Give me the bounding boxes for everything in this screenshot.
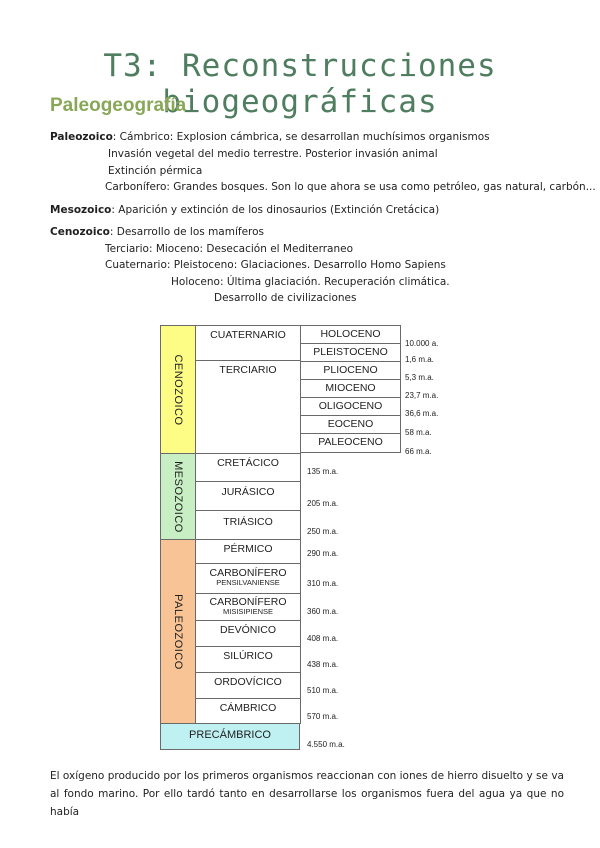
page-title: T3: Reconstrucciones biogeográficas: [103, 48, 497, 120]
period-cell: [195, 672, 301, 699]
age-label: 310 m.a.: [307, 579, 339, 588]
age-label: 36,6 m.a.: [405, 409, 439, 418]
text-line: [105, 242, 353, 256]
line-text: Carbonífero: Grandes bosques. Son lo que ahora se usa como petróleo, gas natural, carbón...: [105, 181, 596, 193]
age-label: 4.550 m.a.: [307, 740, 345, 749]
era-label: MESOZOICO: [172, 460, 184, 533]
text-line: [50, 130, 490, 144]
epoch-label: HOLOCENO: [320, 328, 381, 340]
period-cell: [195, 593, 301, 621]
epoch-cell: [300, 433, 401, 453]
period-label: CUATERNARIO: [210, 329, 286, 341]
period-label: SILÚRICO: [223, 650, 273, 662]
epoch-cell: [300, 325, 401, 344]
text-line: [105, 180, 596, 194]
period-label: CÁMBRICO: [219, 702, 277, 714]
line-text: Cuaternario: Pleistoceno: Glaciaciones. Desarrollo Homo Sapiens: [105, 259, 446, 271]
age-label: 5,3 m.a.: [405, 373, 434, 382]
period-cell: [195, 481, 301, 511]
line-text: : Desarrollo de los mamíferos: [109, 226, 265, 238]
text-line: [50, 225, 264, 239]
age-label: 250 m.a.: [307, 527, 339, 536]
body-paragraph: El oxígeno producido por los primeros organismos reaccionan con iones de hierro disuelto y se va al fondo marino. Por ello tardó tanto en desarrollarse los organismos fuera del agua ya que no había: [50, 770, 564, 818]
epoch-cell: [300, 415, 401, 434]
text-line: [105, 258, 446, 272]
epoch-label: MIOCENO: [325, 382, 376, 394]
age-label: 290 m.a.: [307, 549, 339, 558]
age-label: 205 m.a.: [307, 499, 339, 508]
period-label: TRIÁSICO: [223, 516, 273, 528]
age-label: 1,6 m.a.: [405, 355, 434, 364]
epoch-cell: [300, 343, 401, 362]
line-text: : Cámbrico: Explosion cámbrica, se desarrollan muchísimos organismos: [112, 131, 490, 143]
epoch-label: PLEISTOCENO: [313, 346, 388, 358]
epoch-cell: [300, 361, 401, 380]
epoch-label: EOCENO: [327, 418, 374, 430]
epoch-label: PLIOCENO: [323, 364, 378, 376]
period-label: JURÁSICO: [221, 486, 275, 498]
period-cell: [195, 646, 301, 673]
period-label: CARBONÍFERO: [209, 567, 287, 579]
era-label: PALEOZOICO: [172, 593, 184, 670]
era-paleozoico: [160, 539, 196, 724]
period-cell: [195, 453, 301, 482]
period-label: CRETÁCICO: [217, 457, 279, 469]
period-label: PÉRMICO: [223, 543, 273, 555]
epoch-cell: [300, 379, 401, 398]
age-label: 10.000 a.: [405, 339, 439, 348]
line-text: Extinción pérmica: [108, 165, 203, 177]
era-precambrico: [160, 723, 300, 750]
line-text: Holoceno: Última glaciación. Recuperación climática.: [171, 276, 450, 288]
period-cell: [195, 620, 301, 647]
line-text: Terciario: Mioceno: Desecación el Mediterraneo: [105, 243, 354, 255]
text-line: [214, 291, 356, 305]
age-label: 23,7 m.a.: [405, 391, 439, 400]
period-sublabel: MISISIPIENSE: [222, 607, 273, 616]
age-label: 66 m.a.: [405, 447, 432, 456]
epoch-cell: [300, 397, 401, 416]
era-label: CENOZOICO: [172, 353, 184, 426]
line-head: Paleozoico: [50, 131, 113, 143]
line-text: : Aparición y extinción de los dinosaurios (Extinción Cretácica): [111, 204, 440, 216]
period-cell: [195, 698, 301, 724]
age-label: 58 m.a.: [405, 428, 432, 437]
period-cell: [195, 563, 301, 594]
age-label: 135 m.a.: [307, 467, 339, 476]
line-head: Cenozoico: [50, 226, 110, 238]
period-cell: [195, 510, 301, 540]
section-subtitle: Paleogeografía: [50, 95, 187, 116]
period-label: DEVÓNICO: [219, 624, 276, 636]
age-label: 408 m.a.: [307, 634, 339, 643]
age-label: 510 m.a.: [307, 686, 339, 695]
period-sublabel: PENSILVANIENSE: [216, 578, 280, 587]
text-line: [171, 275, 450, 289]
line-head: Mesozoico: [50, 204, 112, 216]
line-text: Invasión vegetal del medio terrestre. Posterior invasión animal: [108, 148, 438, 160]
era-cenozoico: [160, 325, 196, 454]
age-label: 570 m.a.: [307, 712, 339, 721]
text-line: [108, 164, 202, 178]
period-label: CARBONÍFERO: [209, 596, 287, 608]
era-mesozoico: [160, 453, 196, 540]
period-label: ORDOVÍCICO: [214, 676, 282, 688]
period-divider: [195, 325, 301, 361]
line-text: Desarrollo de civilizaciones: [214, 292, 357, 304]
period-cell: [195, 539, 301, 564]
text-line: [108, 147, 438, 161]
era-label: PRECÁMBRICO: [189, 729, 271, 741]
period-cell: [195, 360, 301, 454]
epoch-label: PALEOCENO: [318, 436, 383, 448]
text-line: [50, 203, 439, 217]
period-label: TERCIARIO: [219, 364, 277, 376]
age-label: 360 m.a.: [307, 607, 339, 616]
epoch-label: OLIGOCENO: [318, 400, 383, 412]
age-label: 438 m.a.: [307, 660, 339, 669]
